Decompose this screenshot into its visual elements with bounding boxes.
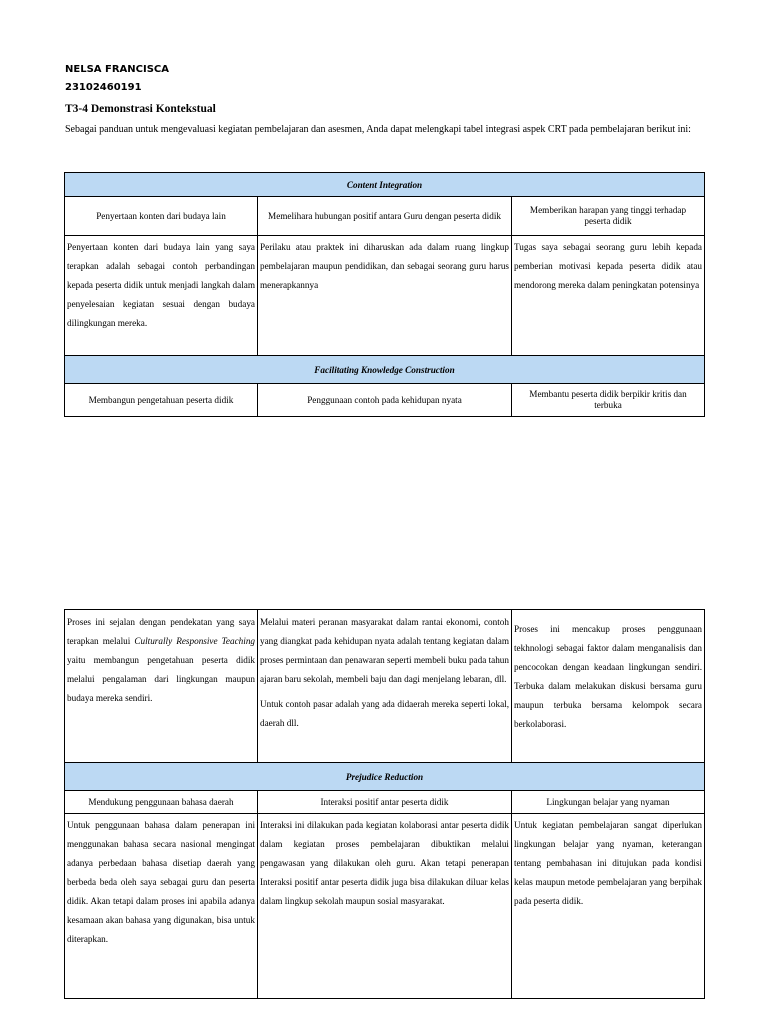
header-positive-relationship: Memelihara hubungan positif antara Guru dengan peserta didik	[258, 197, 512, 236]
cell-high-expectations: Tugas saya sebagai seorang guru lebih kepada pemberian motivasi kepada peserta didik atau mendorong mereka dalam peningkatan potensinya	[512, 236, 705, 356]
cell-real-life-examples-p1: Melalui materi peranan masyarakat dalam rantai ekonomi, contoh yang diangkat pada kehidupan nyata adalah tentang kegiatan dalam proses permintaan dan penawaran seperti membeli buku pada tahun ajaran baru sekolah, membeli baju dan dagi menjelang lebaran, dll.	[260, 617, 509, 684]
header-comfortable-environment: Lingkungan belajar yang nyaman	[512, 791, 705, 814]
author-name: NELSA FRANCISCA	[65, 64, 169, 75]
cell-build-knowledge-text-a: Proses ini sejalan dengan pendekatan yang saya terapkan melalui	[67, 617, 255, 646]
author-id: 23102460191	[65, 82, 142, 93]
header-critical-thinking: Membantu peserta didik berpikir kritis dan terbuka	[512, 384, 705, 417]
header-real-life-examples: Penggunaan contoh pada kehidupan nyata	[258, 384, 512, 417]
cell-build-knowledge-text-b: yaitu membangun pengetahuan peserta didik melalui pengalaman dari lingkungan maupun budaya mereka sendiri.	[67, 655, 255, 703]
header-high-expectations: Memberikan harapan yang tinggi terhadap peserta didik	[512, 197, 705, 236]
section-prejudice-reduction: Prejudice Reduction	[65, 763, 705, 791]
cell-build-knowledge	[65, 610, 258, 763]
cell-real-life-examples-p2: Untuk contoh pasar adalah yang ada didaerah mereka seperti lokal, daerah dll.	[260, 699, 509, 728]
document-title: T3-4 Demonstrasi Kontekstual	[65, 103, 216, 115]
cell-critical-thinking: Proses ini mencakup proses penggunaan tekhnologi sebagai faktor dalam menganalisis dan pencocokan dengan keadaan lingkungan sendiri. Terbuka dalam melakukan diskusi bersama guru maupun terbuka bersama kelompok secara berkolaborasi.	[512, 610, 705, 763]
header-cultural-content: Penyertaan konten dari budaya lain	[65, 197, 258, 236]
cell-comfortable-environment: Untuk kegiatan pembelajaran sangat diperlukan lingkungan belajar yang nyaman, keterangan tentang pembahasan ini ditujukan pada kondisi kelas maupun metode pembelajaran yang berpihak pada peserta didik.	[512, 814, 705, 999]
section-knowledge-construction: Facilitating Knowledge Construction	[65, 356, 705, 384]
header-positive-interaction: Interaksi positif antar peserta didik	[258, 791, 512, 814]
crt-term: Culturally Responsive Teaching	[134, 636, 256, 646]
cell-real-life-examples	[258, 610, 512, 763]
intro-paragraph: Sebagai panduan untuk mengevaluasi kegiatan pembelajaran dan asesmen, Anda dapat melengkapi tabel integrasi aspek CRT pada pembelajaran berikut ini:	[65, 124, 691, 135]
header-build-knowledge: Membangun pengetahuan peserta didik	[65, 384, 258, 417]
section-content-integration: Content Integration	[65, 173, 705, 197]
cell-cultural-content: Penyertaan konten dari budaya lain yang saya terapkan adalah sebagai contoh perbandingan kepada peserta didik untuk menjadi langkah dalam penyelesaian kegiatan sesuai dengan budaya dilingkungan mereka.	[65, 236, 258, 356]
crt-table-lower	[64, 609, 705, 999]
cell-positive-relationship: Perilaku atau praktek ini diharuskan ada dalam ruang lingkup pembelajaran maupun pendidikan, dan sebagai seorang guru harus menerapkannya	[258, 236, 512, 356]
crt-table-upper	[64, 172, 705, 417]
cell-regional-language: Untuk penggunaan bahasa dalam penerapan ini menggunakan bahasa secara nasional mengingat adanya perbedaan bahasa disetiap daerah yang berbeda beda oleh saya sebagai guru dan peserta didik. Akan tetapi dalam proses ini apabila adanya kesamaan akan bahasa yang digunakan, bisa untuk diterapkan.	[65, 814, 258, 999]
cell-positive-interaction: Interaksi ini dilakukan pada kegiatan kolaborasi antar peserta didik dalam kegiatan proses pembelajaran dibuktikan melalui pengawasan yang dilakukan oleh guru. Akan tetapi penerapan Interaksi positif antar peserta didik juga bisa dilakukan diluar kelas dalam lingkup sekolah maupun sosial masyarakat.	[258, 814, 512, 999]
header-regional-language: Mendukung penggunaan bahasa daerah	[65, 791, 258, 814]
